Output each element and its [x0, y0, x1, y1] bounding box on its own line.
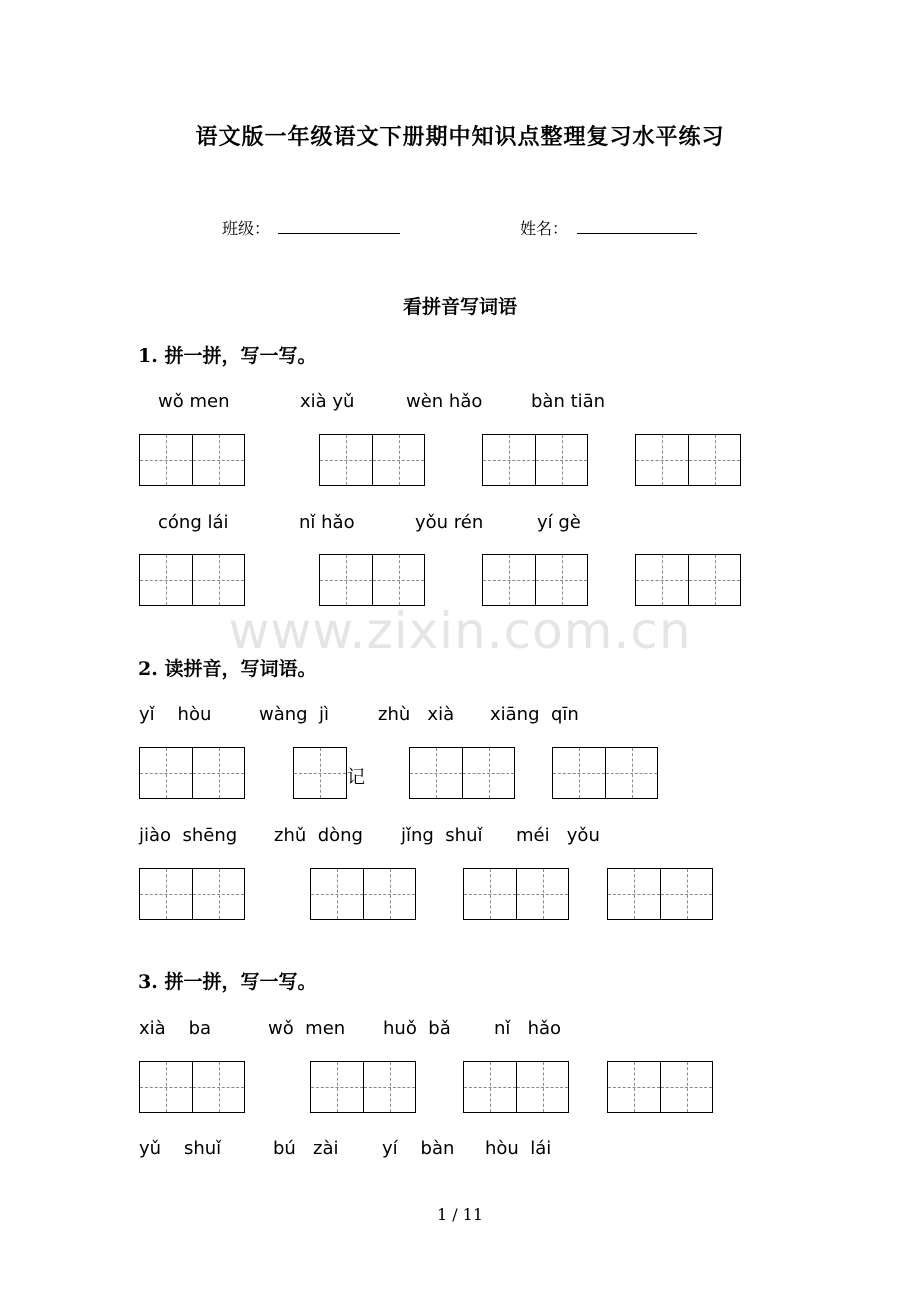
watermark: www.zixin.com.cn [228, 602, 692, 660]
writing-grid[interactable] [635, 434, 741, 486]
pinyin-label: wèn hǎo [406, 391, 483, 412]
pinyin-label: méi yǒu [516, 825, 600, 846]
pinyin-label: zhǔ dòng [274, 825, 363, 846]
writing-grid[interactable] [482, 554, 588, 606]
question-2-heading: 2. 读拼音，写词语。 [138, 658, 317, 680]
pinyin-label: jiào shēng [139, 825, 238, 846]
pinyin-label: yǒu rén [415, 512, 484, 533]
page-number: 1 / 11 [436, 1205, 484, 1224]
question-1-heading: 1. 拼一拼，写一写。 [138, 345, 317, 367]
writing-grid[interactable] [139, 554, 245, 606]
writing-grid[interactable] [139, 1061, 245, 1113]
pinyin-label: cóng lái [158, 512, 229, 533]
pinyin-label: jǐng shuǐ [401, 825, 483, 846]
writing-grid[interactable] [482, 434, 588, 486]
class-blank-line[interactable] [278, 233, 400, 234]
pinyin-label: hòu lái [485, 1138, 552, 1159]
name-label: 姓名： [520, 219, 569, 238]
name-blank-line[interactable] [577, 233, 697, 234]
page-title: 语文版一年级语文下册期中知识点整理复习水平练习 [195, 124, 725, 150]
writing-grid[interactable] [607, 868, 713, 920]
writing-grid-single[interactable] [293, 747, 347, 799]
pinyin-label: yí bàn [382, 1138, 455, 1159]
writing-grid[interactable] [409, 747, 515, 799]
writing-grid[interactable] [319, 554, 425, 606]
pinyin-label: xià yǔ [300, 391, 355, 412]
pinyin-label: yǔ shuǐ [139, 1138, 222, 1159]
writing-grid[interactable] [635, 554, 741, 606]
writing-grid[interactable] [310, 868, 416, 920]
pinyin-label: wǒ men [158, 391, 230, 412]
writing-grid[interactable] [463, 1061, 569, 1113]
writing-grid[interactable] [552, 747, 658, 799]
pinyin-label: huǒ bǎ [383, 1018, 451, 1039]
writing-grid[interactable] [463, 868, 569, 920]
pinyin-label: nǐ hǎo [494, 1018, 562, 1039]
question-3-heading: 3. 拼一拼，写一写。 [138, 971, 317, 993]
class-label: 班级： [222, 219, 271, 238]
writing-grid[interactable] [139, 434, 245, 486]
pinyin-label: yí gè [537, 512, 581, 533]
writing-grid[interactable] [139, 747, 245, 799]
pinyin-label: wǒ men [268, 1018, 346, 1039]
writing-grid[interactable] [310, 1061, 416, 1113]
pinyin-label: wàng jì [259, 704, 330, 725]
pinyin-label: bàn tiān [531, 391, 606, 412]
pinyin-label: yǐ hòu [139, 704, 212, 725]
pinyin-label: nǐ hǎo [299, 512, 355, 533]
pinyin-label: zhù xià [378, 704, 455, 725]
given-character: 记 [347, 767, 365, 788]
pinyin-label: bú zài [273, 1138, 339, 1159]
pinyin-label: xià ba [139, 1018, 212, 1039]
section-title: 看拼音写词语 [402, 296, 517, 318]
pinyin-label: xiāng qīn [490, 704, 579, 725]
writing-grid[interactable] [319, 434, 425, 486]
writing-grid[interactable] [607, 1061, 713, 1113]
writing-grid[interactable] [139, 868, 245, 920]
